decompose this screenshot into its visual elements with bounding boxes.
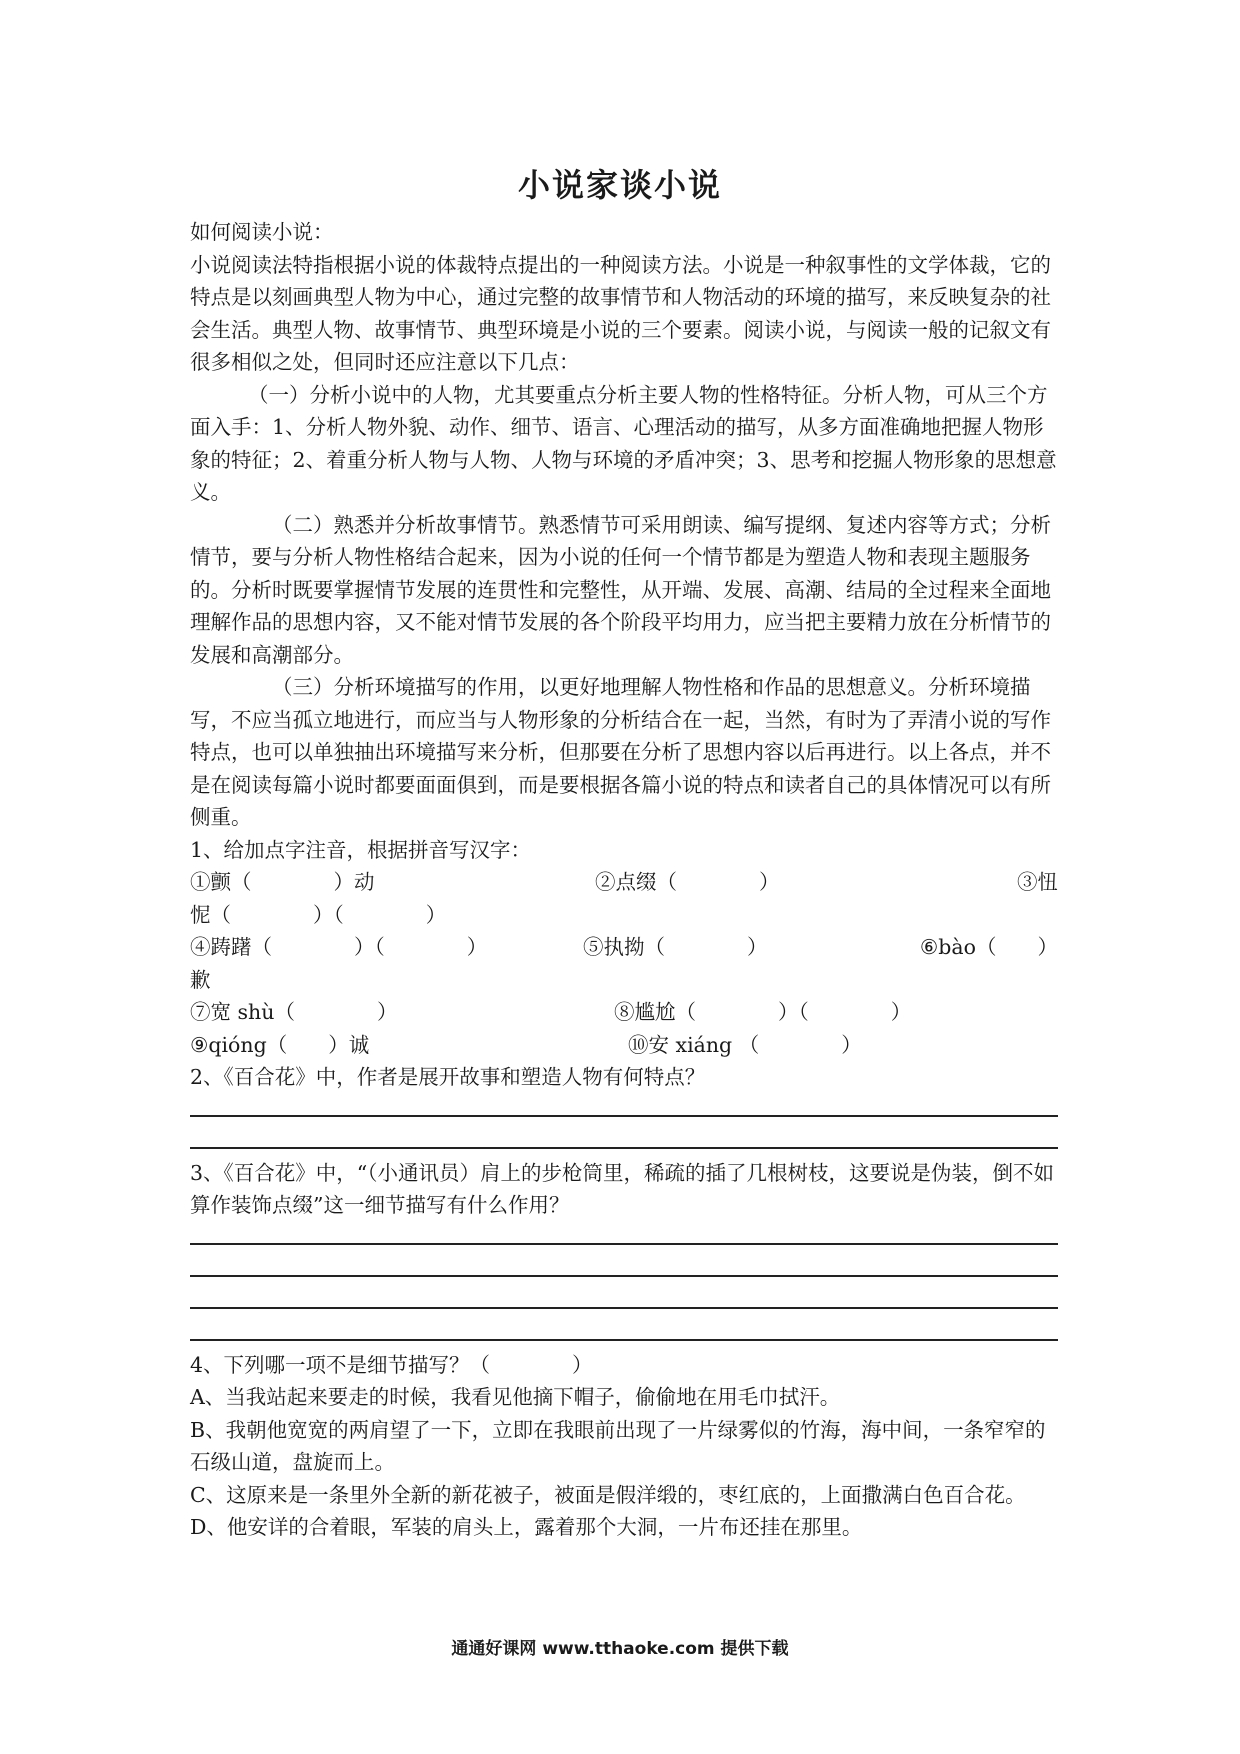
q1-row-6 xyxy=(190,1029,1058,1062)
option-a: A、当我站起来要走的时候，我看见他摘下帽子，偷偷地在用毛巾拭汗。 xyxy=(190,1385,841,1409)
q1-item-4: ④踌躇（ ）（ ） xyxy=(190,935,488,959)
q1-item-9: ⑨qióng（ ）诚 xyxy=(190,1032,370,1057)
q1-row-1 xyxy=(190,866,1058,899)
answer-line xyxy=(190,1339,1058,1341)
question-2-prompt: 2、《百合花》中，作者是展开故事和塑造人物有何特点？ xyxy=(190,1065,706,1089)
point-three: （三）分析环境描写的作用，以更好地理解人物性格和作品的思想意义。分析环境描写，不应当孤立地进行，而应当与人物形象的分析结合在一起，当然，有时为了弄清小说的写作特点，也可以单独抽出环境描写来分析，但那要在分析了思想内容以后再进行。以上各点，并不是在阅读每篇小说时都要面面俱到，而是要根据各篇小说的特点和读者自己的具体情况可以有所侧重。 xyxy=(190,675,1051,829)
q1-item-3: ③忸 xyxy=(1017,870,1058,894)
question-4-prompt: 4、下列哪一项不是细节描写？（ ） xyxy=(190,1352,593,1377)
option-b: B、我朝他宽宽的两肩望了一下，立即在我眼前出现了一片绿雾似的竹海，海中间，一条窄窄的石级山道，盘旋而上。 xyxy=(190,1417,1046,1474)
q1-item-6: ⑥bào（ ） xyxy=(919,935,1058,959)
q1-item-2: ②点缀（ ） xyxy=(595,870,780,894)
download-footer: 通通好课网 www.tthaoke.com 提供下载 xyxy=(451,1639,789,1659)
intro-paragraph: 小说阅读法特指根据小说的体裁特点提出的一种阅读方法。小说是一种叙事性的文学体裁，它的特点是以刻画典型人物为中心，通过完整的故事情节和人物活动的环境的描写，来反映复杂的社会生活。典型人物、故事情节、典型环境是小说的三个要素。阅读小说，与阅读一般的记叙文有很多相似之处，但同时还应注意以下几点： xyxy=(190,252,1051,374)
q1-item-8: ⑧尴尬（ ）（ ） xyxy=(614,1000,912,1024)
q1-item-1: ①颤（ ）动 xyxy=(190,870,375,894)
intro-heading: 如何阅读小说： xyxy=(190,220,334,244)
option-c: C、这原来是一条里外全新的新花被子，被面是假洋缎的，枣红底的，上面撒满白色百合花。 xyxy=(190,1482,1026,1507)
q1-item-6-cont: 歉 xyxy=(190,967,211,992)
q1-row-5 xyxy=(190,996,1058,1029)
point-two: （二）熟悉并分析故事情节。熟悉情节可采用朗读、编写提纲、复述内容等方式；分析情节，要与分析人物性格结合起来，因为小说的任何一个情节都是为塑造人物和表现主题服务的。分析时既要掌握情节发展的连贯性和完整性，从开端、发展、高潮、结局的全过程来全面地理解作品的思想内容，又不能对情节发展的各个阶段平均用力，应当把主要精力放在分析情节的发展和高潮部分。 xyxy=(190,512,1051,667)
document-body xyxy=(190,216,1058,1544)
answer-line xyxy=(190,1147,1058,1149)
q1-row-3 xyxy=(190,931,1058,964)
point-one: （一）分析小说中的人物，尤其要重点分析主要人物的性格特征。分析人物，可从三个方面入手：1、分析人物外貌、动作、细节、语言、心理活动的描写，从多方面准确地把握人物形象的特征；2、着重分析人物与人物、人物与环境的矛盾冲突；3、思考和挖掘人物形象的思想意义。 xyxy=(190,382,1057,504)
question-3-prompt: 3、《百合花》中，“（小通讯员）肩上的步枪筒里，稀疏的插了几根树枝，这要说是伪装，倒不如算作装饰点缀”这一细节描写有什么作用？ xyxy=(190,1160,1055,1217)
q1-row-2 xyxy=(190,899,1058,932)
answer-line xyxy=(190,1275,1058,1277)
page-title: 小说家谈小说 xyxy=(517,166,722,204)
q1-item-3-cont: 怩（ ）（ ） xyxy=(190,902,447,927)
answer-line xyxy=(190,1243,1058,1245)
question-1-prompt: 1、给加点字注音，根据拼音写汉字： xyxy=(190,837,532,862)
q1-item-5: ⑤执拗（ ） xyxy=(583,935,768,959)
q1-item-10: ⑩安 xiáng （ ） xyxy=(628,1032,862,1057)
option-d: D、他安详的合着眼，军装的肩头上，露着那个大洞，一片布还挂在那里。 xyxy=(190,1515,863,1539)
q1-item-7: ⑦宽 shù（ ） xyxy=(190,1000,398,1024)
answer-line xyxy=(190,1307,1058,1309)
q1-row-4 xyxy=(190,964,1058,997)
answer-line xyxy=(190,1115,1058,1117)
